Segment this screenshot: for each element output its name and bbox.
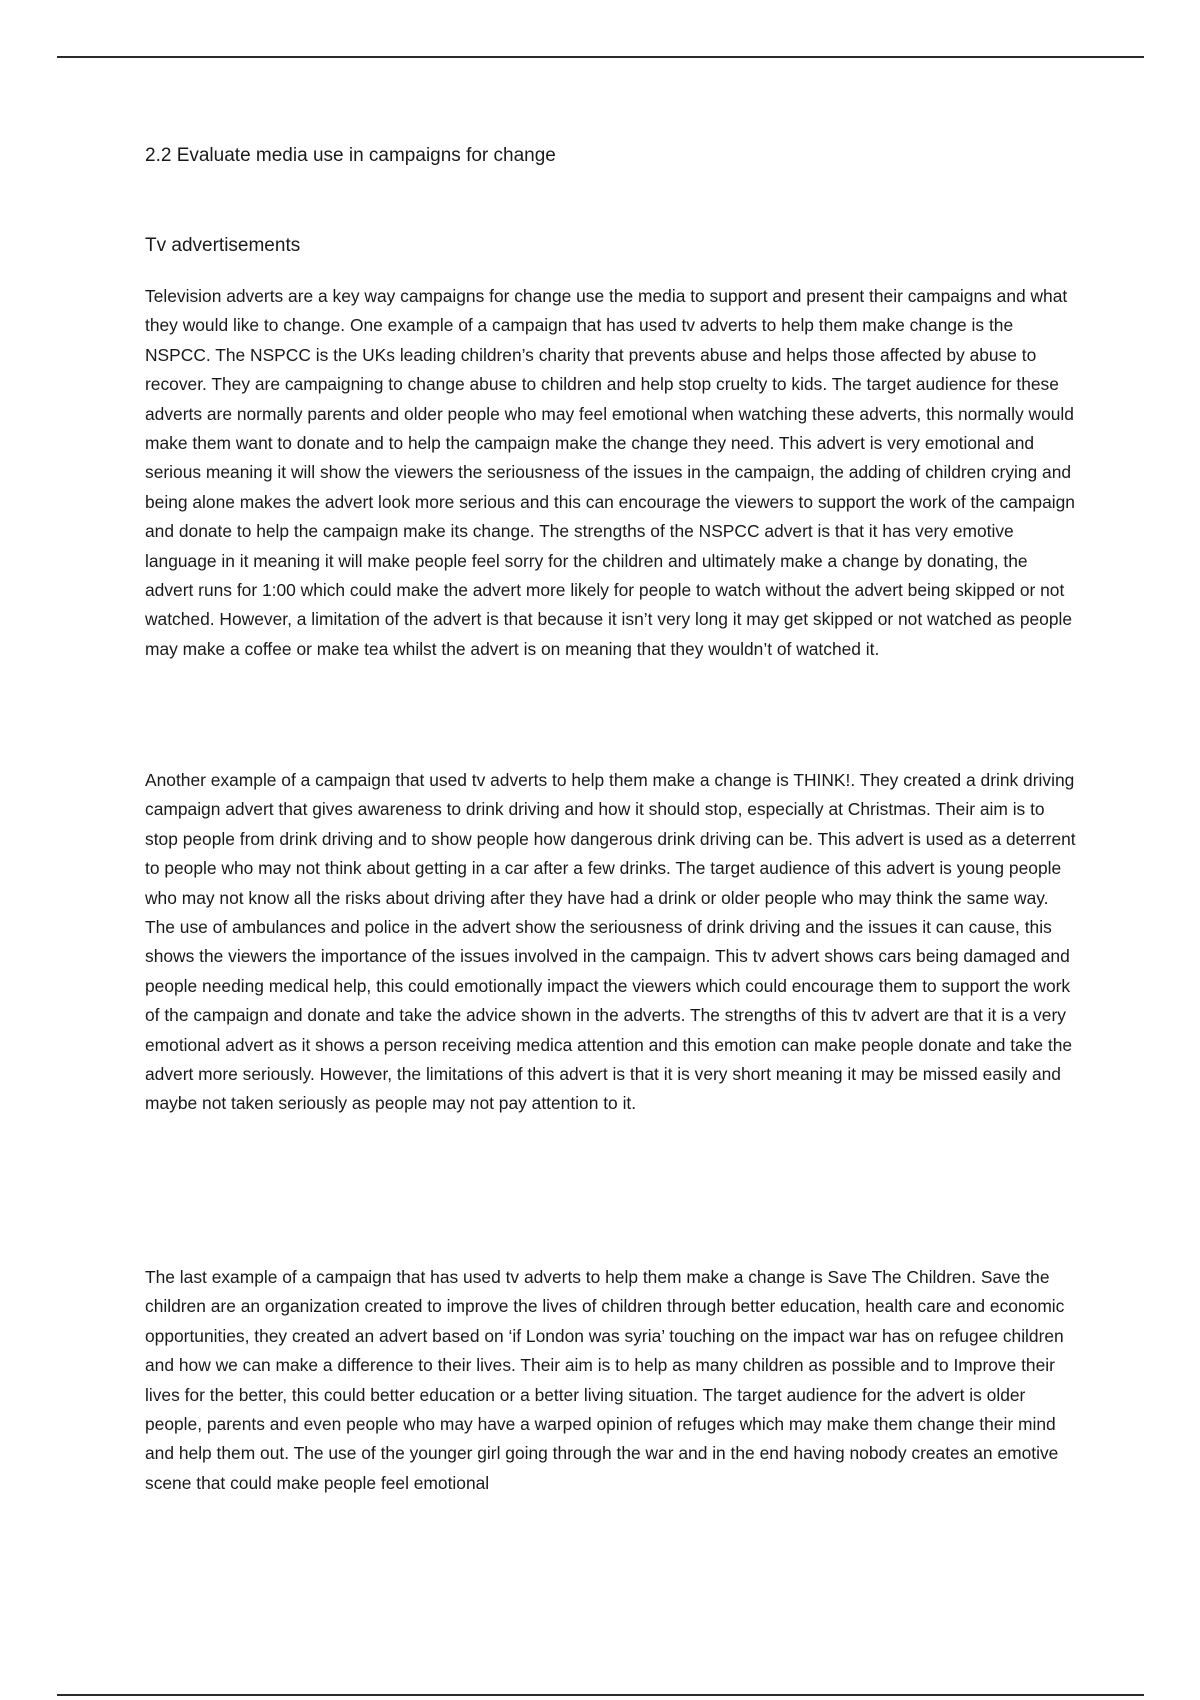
paragraph-save-the-children: The last example of a campaign that has used tv adverts to help them make a change is Save The Children. Save the children are an organization created to improve the lives of children through better education, health care and economic opportunities, they created an advert based on ‘if London was syria’ touching on the impact war has on refugee children and how we can make a difference to their lives. Their aim is to help as many children as possible and to Improve their lives for the better, this could better education or a better living situation. The target audience for the advert is older people, parents and even people who may have a warped opinion of refuges which may make them change their mind and help them out. The use of the younger girl going through the war and in the end having nobody creates an emotive scene that could make people feel emotional: [145, 1267, 1065, 1493]
bottom-rule: [57, 1694, 1144, 1696]
subheading-tv-advertisements: Tv advertisements: [145, 235, 301, 256]
paragraph-think: Another example of a campaign that used tv adverts to help them make a change is THINK!. They created a drink driving campaign advert that gives awareness to drink driving and how it should stop, especially at Christmas. Their aim is to stop people from drink driving and to show people how dangerous drink driving can be. This advert is used as a deterrent to people who may not think about getting in a car after a few drinks. The target audience of this advert is young people who may not know all the risks about driving after they have had a drink or older people who may think the same way. The use of ambulances and police in the advert show the seriousness of drink driving and the issues it can cause, this shows the viewers the importance of the issues involved in the campaign. This tv advert shows cars being damaged and people needing medical help, this could emotionally impact the viewers which could encourage them to support the work of the campaign and donate and take the advice shown in the adverts. The strengths of this tv advert are that it is a very emotional advert as it shows a person receiving medica attention and this emotion can make people donate and take the advert more seriously. However, the limitations of this advert is that it is very short meaning it may be missed easily and maybe not taken seriously as people may not pay attention to it.: [145, 770, 1076, 1114]
paragraph-nspcc: Television adverts are a key way campaigns for change use the media to support and present their campaigns and what they would like to change. One example of a campaign that has used tv adverts to help them make change is the NSPCC. The NSPCC is the UKs leading children’s charity that prevents abuse and helps those affected by abuse to recover. They are campaigning to change abuse to children and help stop cruelty to kids. The target audience for these adverts are normally parents and older people who may feel emotional when watching these adverts, this normally would make them want to donate and to help the campaign make the change they need. This advert is very emotional and serious meaning it will show the viewers the seriousness of the issues in the campaign, the adding of children crying and being alone makes the advert look more serious and this can encourage the viewers to support the work of the campaign and donate to help the campaign make its change. The strengths of the NSPCC advert is that it has very emotive language in it meaning it will make people feel sorry for the children and ultimately make a change by donating, the advert runs for 1:00 which could make the advert more likely for people to watch without the advert being skipped or not watched. However, a limitation of the advert is that because it isn’t very long it may get skipped or not watched as people may make a coffee or make tea whilst the advert is on meaning that they wouldn’t of watched it.: [145, 286, 1075, 659]
section-heading: 2.2 Evaluate media use in campaigns for change: [145, 145, 556, 166]
top-rule: [57, 56, 1144, 58]
document-page: [145, 142, 1080, 1493]
